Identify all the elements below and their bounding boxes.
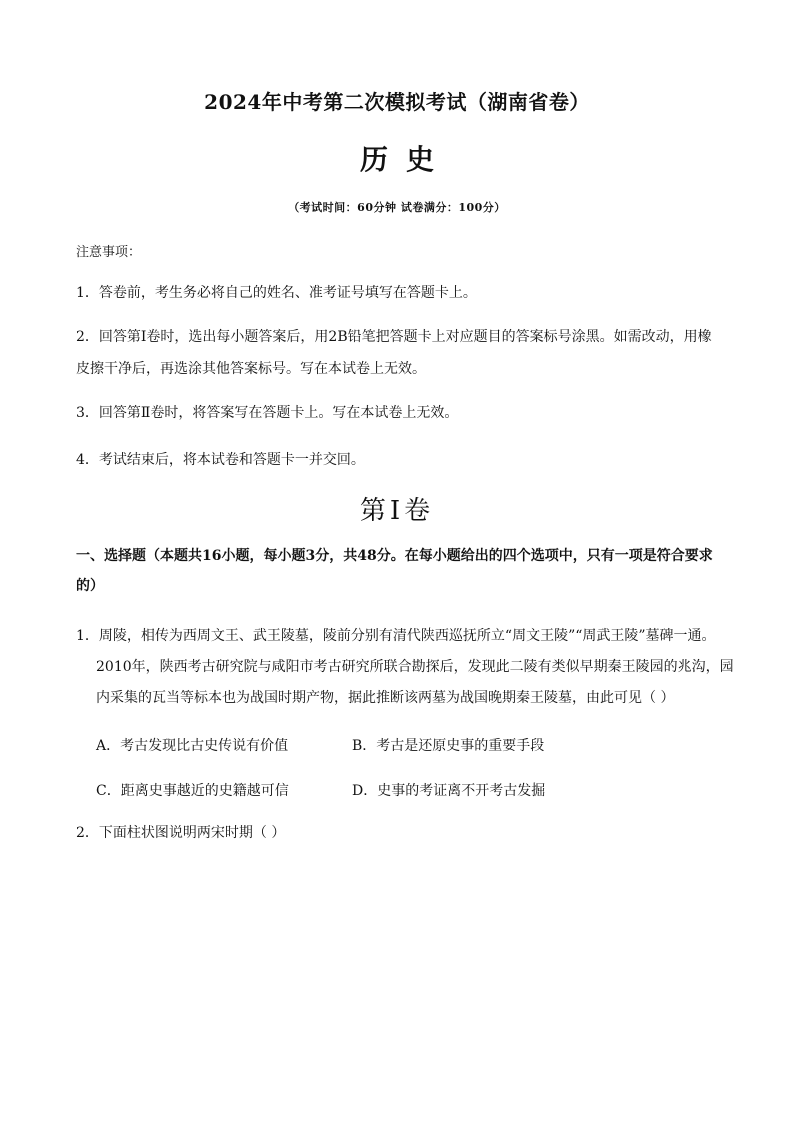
note-item: 4．考试结束后，将本试卷和答题卡一并交回。 [76, 452, 365, 468]
note-item: 3．回答第Ⅱ卷时，将答案写在答题卡上。写在本试卷上无效。 [76, 405, 459, 421]
exam-info: （考试时间：60分钟 试卷满分：100分） [288, 201, 506, 214]
notes-heading: 注意事项： [76, 245, 142, 260]
section-title: 第Ⅰ卷 [359, 496, 435, 526]
question-text: 周陵，相传为西周文王、武王陵墓，陵前分别有清代陕西巡抚所立“周文王陵”“周武王陵”墓碑一通。2010年，陕西考古研究院与咸阳市考古研究所联合勘探后，发现此二陵有类似早期秦王陵园的兆沟，园内采集的瓦当等标本也为战国时期产物，据此推断该两墓为战国晚期秦王陵墓，由此可见（ ） [96, 628, 734, 706]
exam-title: 2024年中考第二次模拟考试（湖南省卷） [204, 90, 590, 114]
question-text: 下面柱状图说明两宋时期（ ） [98, 825, 286, 841]
question-number: 2． [76, 825, 99, 841]
option-d[interactable]: D．史事的考证离不开考古发掘 [352, 783, 546, 799]
option-a[interactable]: A．考古发现比古史传说有价值 [96, 738, 289, 754]
note-item: 2．回答第Ⅰ卷时，选出每小题答案后，用2B铅笔把答题卡上对应题目的答案标号涂黑。如需改动，用橡皮擦干净后，再选涂其他答案标号。写在本试卷上无效。 [76, 329, 712, 377]
subject-title: 历史 [359, 143, 452, 176]
option-c[interactable]: C．距离史事越近的史籍越可信 [96, 783, 289, 799]
note-item: 1．答卷前，考生务必将自己的姓名、准考证号填写在答题卡上。 [76, 285, 477, 301]
question-1 [76, 621, 740, 714]
option-b[interactable]: B．考古是还原史事的重要手段 [352, 738, 545, 754]
question-number: 1． [76, 628, 99, 644]
section-description: 一、选择题（本题共16小题，每小题3分，共48分。在每小题给出的四个选项中，只有一项是符合要求的） [76, 548, 713, 594]
question-2 [76, 818, 720, 849]
